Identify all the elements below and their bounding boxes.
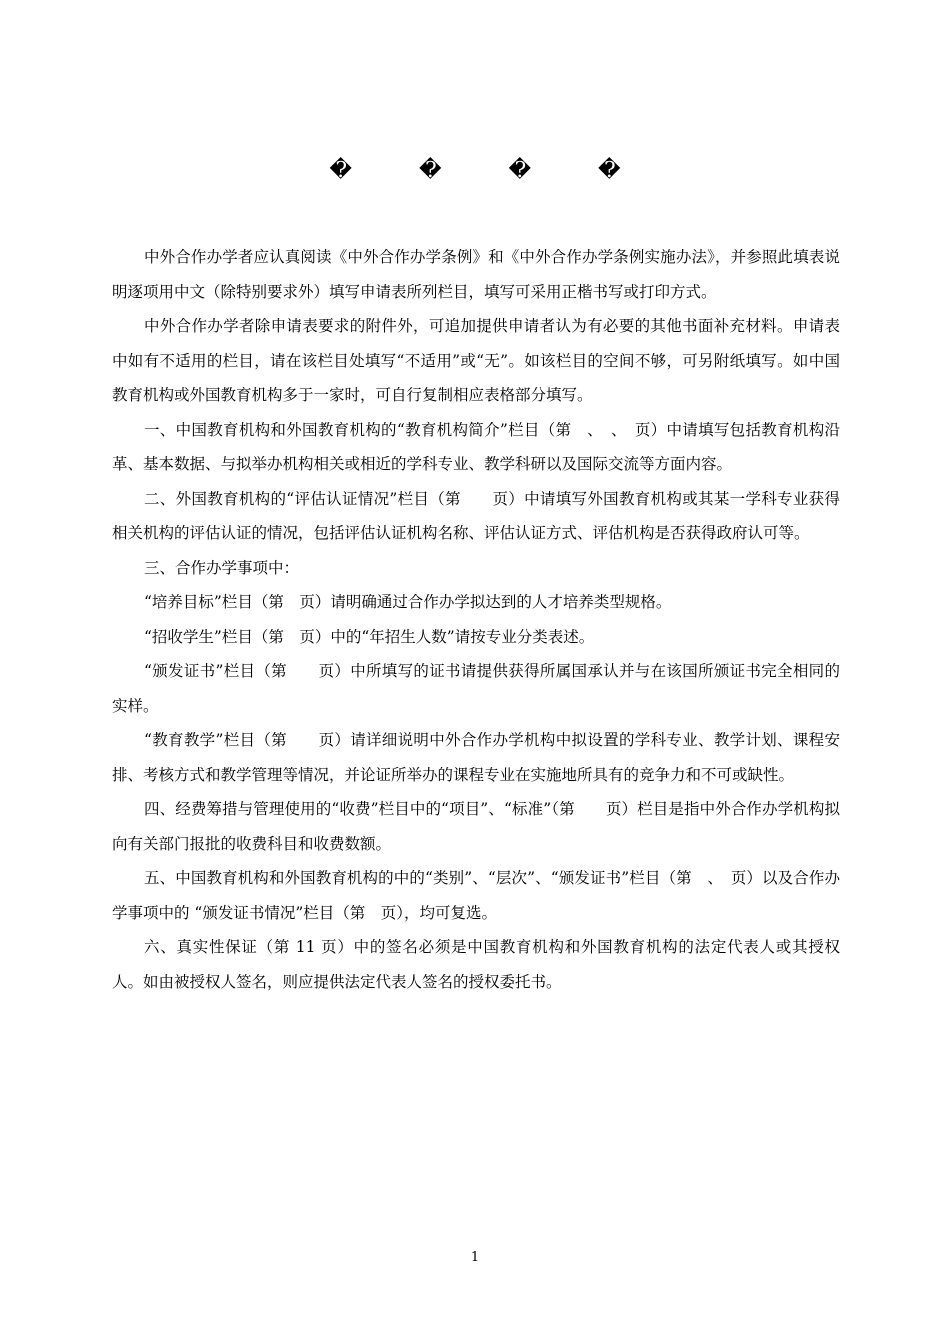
paragraph-item-4: 四、经费筹措与管理使用的“收费”栏目中的“项目”、“标准”（第 页）栏目是指中外合作办学机构拟向有关部门报批的收费科目和收费数额。 [112, 800, 840, 853]
paragraph-training-goals: “培养目标”栏目（第 页）请明确通过合作办学拟达到的人才培养类型规格。 [144, 593, 672, 611]
paragraph-certificates: “颁发证书”栏目（第 页）中所填写的证书请提供获得所属国承认并与在该国所颁证书完全相同的实样。 [112, 662, 840, 715]
paragraph-item-6: 六、真实性保证（第 11 页）中的签名必须是中国教育机构和外国教育机构的法定代表人或其授权人。如由被授权人签名，则应提供法定代表人签名的授权委托书。 [112, 938, 840, 991]
page-title: � � � � [329, 158, 651, 183]
paragraph-intro: 中外合作办学者应认真阅读《中外合作办学条例》和《中外合作办学条例实施办法》，并参照此填表说明逐项用中文（除特别要求外）填写申请表所列栏目，填写可采用正楷书写或打印方式。 [112, 248, 840, 301]
paragraph-item-3: 三、合作办学事项中： [144, 558, 300, 577]
paragraph-teaching: “教育教学”栏目（第 页）请详细说明中外合作办学机构中拟设置的学科专业、教学计划、课程安排、考核方式和教学管理等情况，并论证所举办的课程专业在实施地所具有的竞争力和不可或缺性。 [112, 731, 840, 784]
paragraph-student-enrollment: “招收学生”栏目（第 页）中的“年招生人数”请按专业分类表述。 [144, 627, 595, 646]
paragraph-item-5: 五、中国教育机构和外国教育机构的中的“类别”、“层次”、“颁发证书”栏目（第 、 页）以及合作办学事项中的 “颁发证书情况”栏目（第 页），均可复选。 [112, 869, 840, 922]
paragraph-item-2: 二、外国教育机构的“评估认证情况”栏目（第 页）中请填写外国教育机构或其某一学科专业获得相关机构的评估认证的情况，包括评估认证机构名称、评估认证方式、评估机构是否获得政府认可等。 [112, 489, 840, 542]
paragraph-item-1: 一、中国教育机构和外国教育机构的“教育机构简介”栏目（第 、 、 页）中请填写包括教育机构沿革、基本数据、与拟举办机构相关或相近的学科专业、教学科研以及国际交流等方面内容。 [112, 420, 840, 473]
page-number: 1 [470, 1250, 480, 1265]
instructions-body [112, 240, 840, 999]
paragraph-supplementary-materials: 中外合作办学者除申请表要求的附件外，可追加提供申请者认为有必要的其他书面补充材料。申请表中如有不适用的栏目，请在该栏目处填写“不适用”或“无”。如该栏目的空间不够，可另附纸填写。如中国教育机构或外国教育机构多于一家时，可自行复制相应表格部分填写。 [112, 317, 840, 404]
